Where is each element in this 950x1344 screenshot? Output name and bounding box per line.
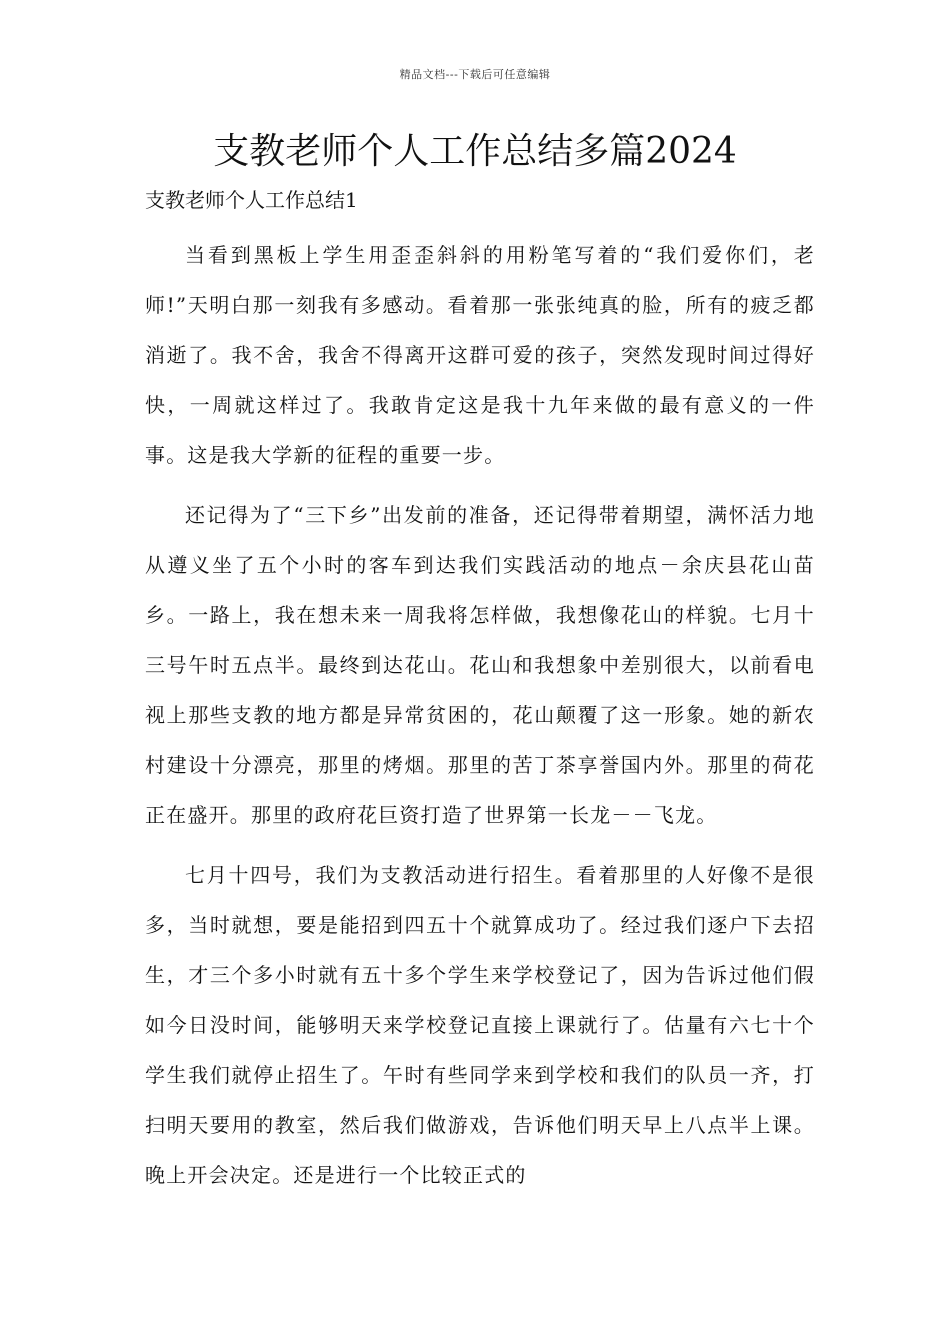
paragraph-3: 七月十四号，我们为支教活动进行招生。看着那里的人好像不是很多，当时就想，要是能招到四五十个就算成功了。经过我们逐户下去招生，才三个多小时就有五十多个学生来学校登记了，因为告诉过他们假如今日没时间，能够明天来学校登记直接上课就行了。估量有六七十个学生我们就停止招生了。午时有些同学来到学校和我们的队员一齐，打扫明天要用的教室，然后我们做游戏，告诉他们明天早上八点半上课。晚上开会决定。还是进行一个比较正式的	[145, 863, 815, 1187]
section-heading: 支教老师个人工作总结1	[145, 188, 358, 212]
document-title: 支教老师个人工作总结多篇2024	[213, 131, 737, 172]
paragraph-2: 还记得为了“三下乡”出发前的准备，还记得带着期望，满怀活力地从遵义坐了五个小时的客车到达我们实践活动的地点－余庆县花山苗乡。一路上，我在想未来一周我将怎样做，我想像花山的样貌。七月十三号午时五点半。最终到达花山。花山和我想象中差别很大，以前看电视上那些支教的地方都是异常贫困的，花山颠覆了这一形象。她的新农村建设十分漂亮，那里的烤烟。那里的苦丁茶享誉国内外。那里的荷花正在盛开。那里的政府花巨资打造了世界第一长龙－－飞龙。	[145, 503, 815, 827]
header-note: 精品文档---下载后可任意编辑	[399, 68, 551, 81]
body-text	[145, 230, 815, 1210]
paragraph-1: 当看到黑板上学生用歪歪斜斜的用粉笔写着的“我们爱你们，老师!”天明白那一刻我有多感动。看着那一张张纯真的脸，所有的疲乏都消逝了。我不舍，我舍不得离开这群可爱的孩子，突然发现时间过得好快，一周就这样过了。我敢肯定这是我十九年来做的最有意义的一件事。这是我大学新的征程的重要一步。	[145, 243, 815, 467]
